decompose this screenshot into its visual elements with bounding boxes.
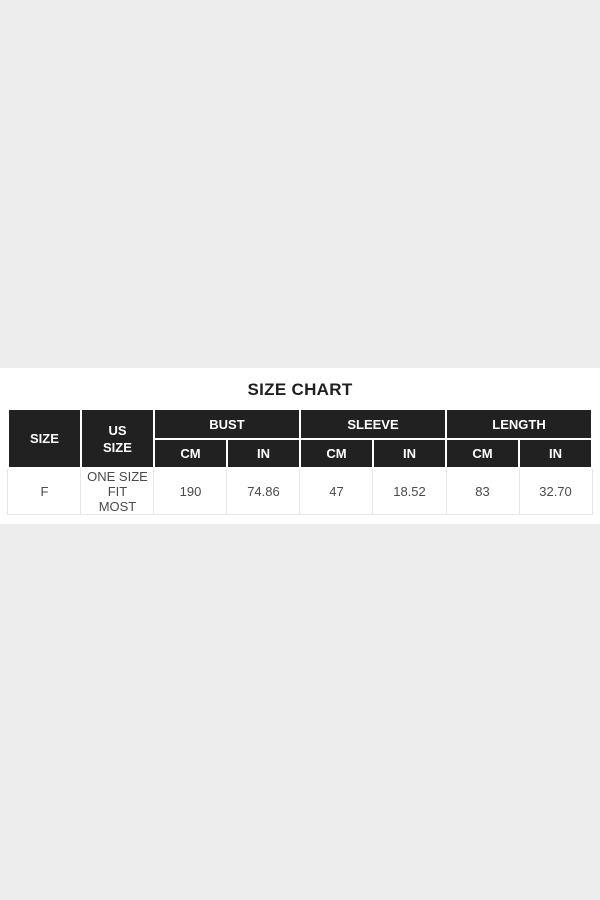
size-chart-panel xyxy=(0,368,600,524)
header-row-groups xyxy=(8,409,592,439)
size-chart-table xyxy=(7,408,593,515)
cell-bust-in: 74.86 xyxy=(227,468,300,515)
header-cell-length: LENGTH xyxy=(446,409,592,439)
size-chart-title: SIZE CHART xyxy=(247,380,353,399)
header-cell-bust-in: IN xyxy=(227,439,300,468)
cell-us-size-value xyxy=(81,468,154,515)
header-cell-sleeve: SLEEVE xyxy=(300,409,446,439)
table-body xyxy=(8,468,592,515)
us-size-value-line-2: MOST xyxy=(98,499,137,514)
table-header xyxy=(8,409,592,468)
header-cell-size: SIZE xyxy=(8,409,81,468)
table-row xyxy=(8,468,592,515)
header-cell-sleeve-in: IN xyxy=(373,439,446,468)
header-cell-bust: BUST xyxy=(154,409,300,439)
header-cell-bust-cm: CM xyxy=(154,439,227,468)
cell-length-cm: 83 xyxy=(446,468,519,515)
cell-bust-cm: 190 xyxy=(154,468,227,515)
header-cell-us-size xyxy=(81,409,154,468)
header-cell-length-cm: CM xyxy=(446,439,519,468)
us-size-line-1: US xyxy=(108,422,127,438)
us-size-line-2: SIZE xyxy=(103,439,132,455)
cell-sleeve-cm: 47 xyxy=(300,468,373,515)
cell-size-value: F xyxy=(8,468,81,515)
us-size-value-line-1: ONE SIZE FIT xyxy=(87,469,148,499)
header-cell-length-in: IN xyxy=(519,439,592,468)
header-cell-sleeve-cm: CM xyxy=(300,439,373,468)
cell-length-in: 32.70 xyxy=(519,468,592,515)
cell-sleeve-in: 18.52 xyxy=(373,468,446,515)
